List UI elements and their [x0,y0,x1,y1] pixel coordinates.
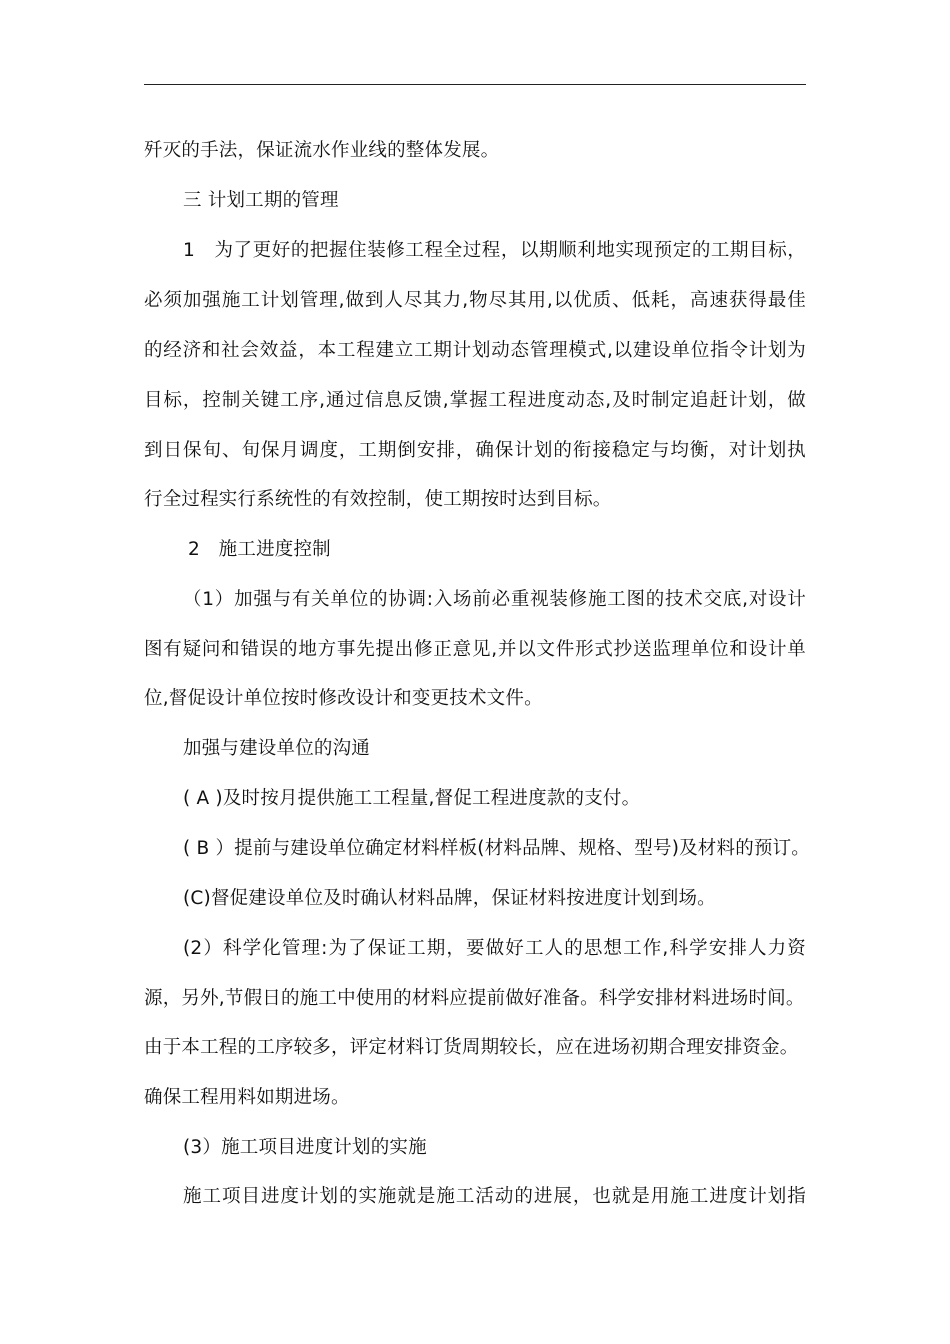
text-line: 歼灭的手法，保证流水作业线的整体发展。 [144,140,500,161]
text-line: (2）科学化管理:为了保证工期，要做好工人的思想工作,科学安排人力资 [183,938,806,959]
list-item: ( B ）提前与建设单位确定材料样板(材料品牌、规格、型号)及材料的预订。 [183,838,811,859]
text-line: 的经济和社会效益，本工程建立工期计划动态管理模式,以建设单位指令计划为 [144,340,806,361]
text-line: 到日保旬、旬保月调度，工期倒安排，确保计划的衔接稳定与均衡，对计划执 [144,440,806,461]
text-line: 图有疑问和错误的地方事先提出修正意见,并以文件形式抄送监理单位和设计单 [144,639,806,660]
text-line: 位,督促设计单位按时修改设计和变更技术文件。 [144,688,543,709]
list-item: (C)督促建设单位及时确认材料品牌，保证材料按进度计划到场。 [183,888,716,909]
text-line: 行全过程实行系统性的有效控制，使工期按时达到目标。 [144,489,612,510]
text-line: 确保工程用料如期进场。 [144,1087,350,1108]
text-line: 源，另外,节假日的施工中使用的材料应提前做好准备。科学安排材料进场时间。 [144,988,805,1009]
text-line: 目标，控制关键工序,通过信息反馈,掌握工程进度动态,及时制定追赶计划，做 [144,390,806,411]
text-line: （1）加强与有关单位的协调:入场前必重视装修施工图的技术交底,对设计 [183,589,806,610]
text-line: 由于本工程的工序较多，评定材料订货周期较长，应在进场初期合理安排资金。 [144,1037,799,1058]
section-heading: 三 计划工期的管理 [183,190,339,211]
header-rule [144,84,806,85]
section-heading: (3）施工项目进度计划的实施 [183,1137,427,1158]
section-heading: 2 施工进度控制 [188,539,331,560]
text-line: 1 为了更好的把握住装修工程全过程，以期顺利地实现预定的工期目标， [183,240,806,261]
text-line: 施工项目进度计划的实施就是施工活动的进展，也就是用施工进度计划指 [183,1186,806,1207]
text-line: 必须加强施工计划管理,做到人尽其力,物尽其用,以优质、低耗，高速获得最佳 [144,290,806,311]
list-item: ( A )及时按月提供施工工程量,督促工程进度款的支付。 [183,788,641,809]
text-line: 加强与建设单位的沟通 [183,738,371,759]
